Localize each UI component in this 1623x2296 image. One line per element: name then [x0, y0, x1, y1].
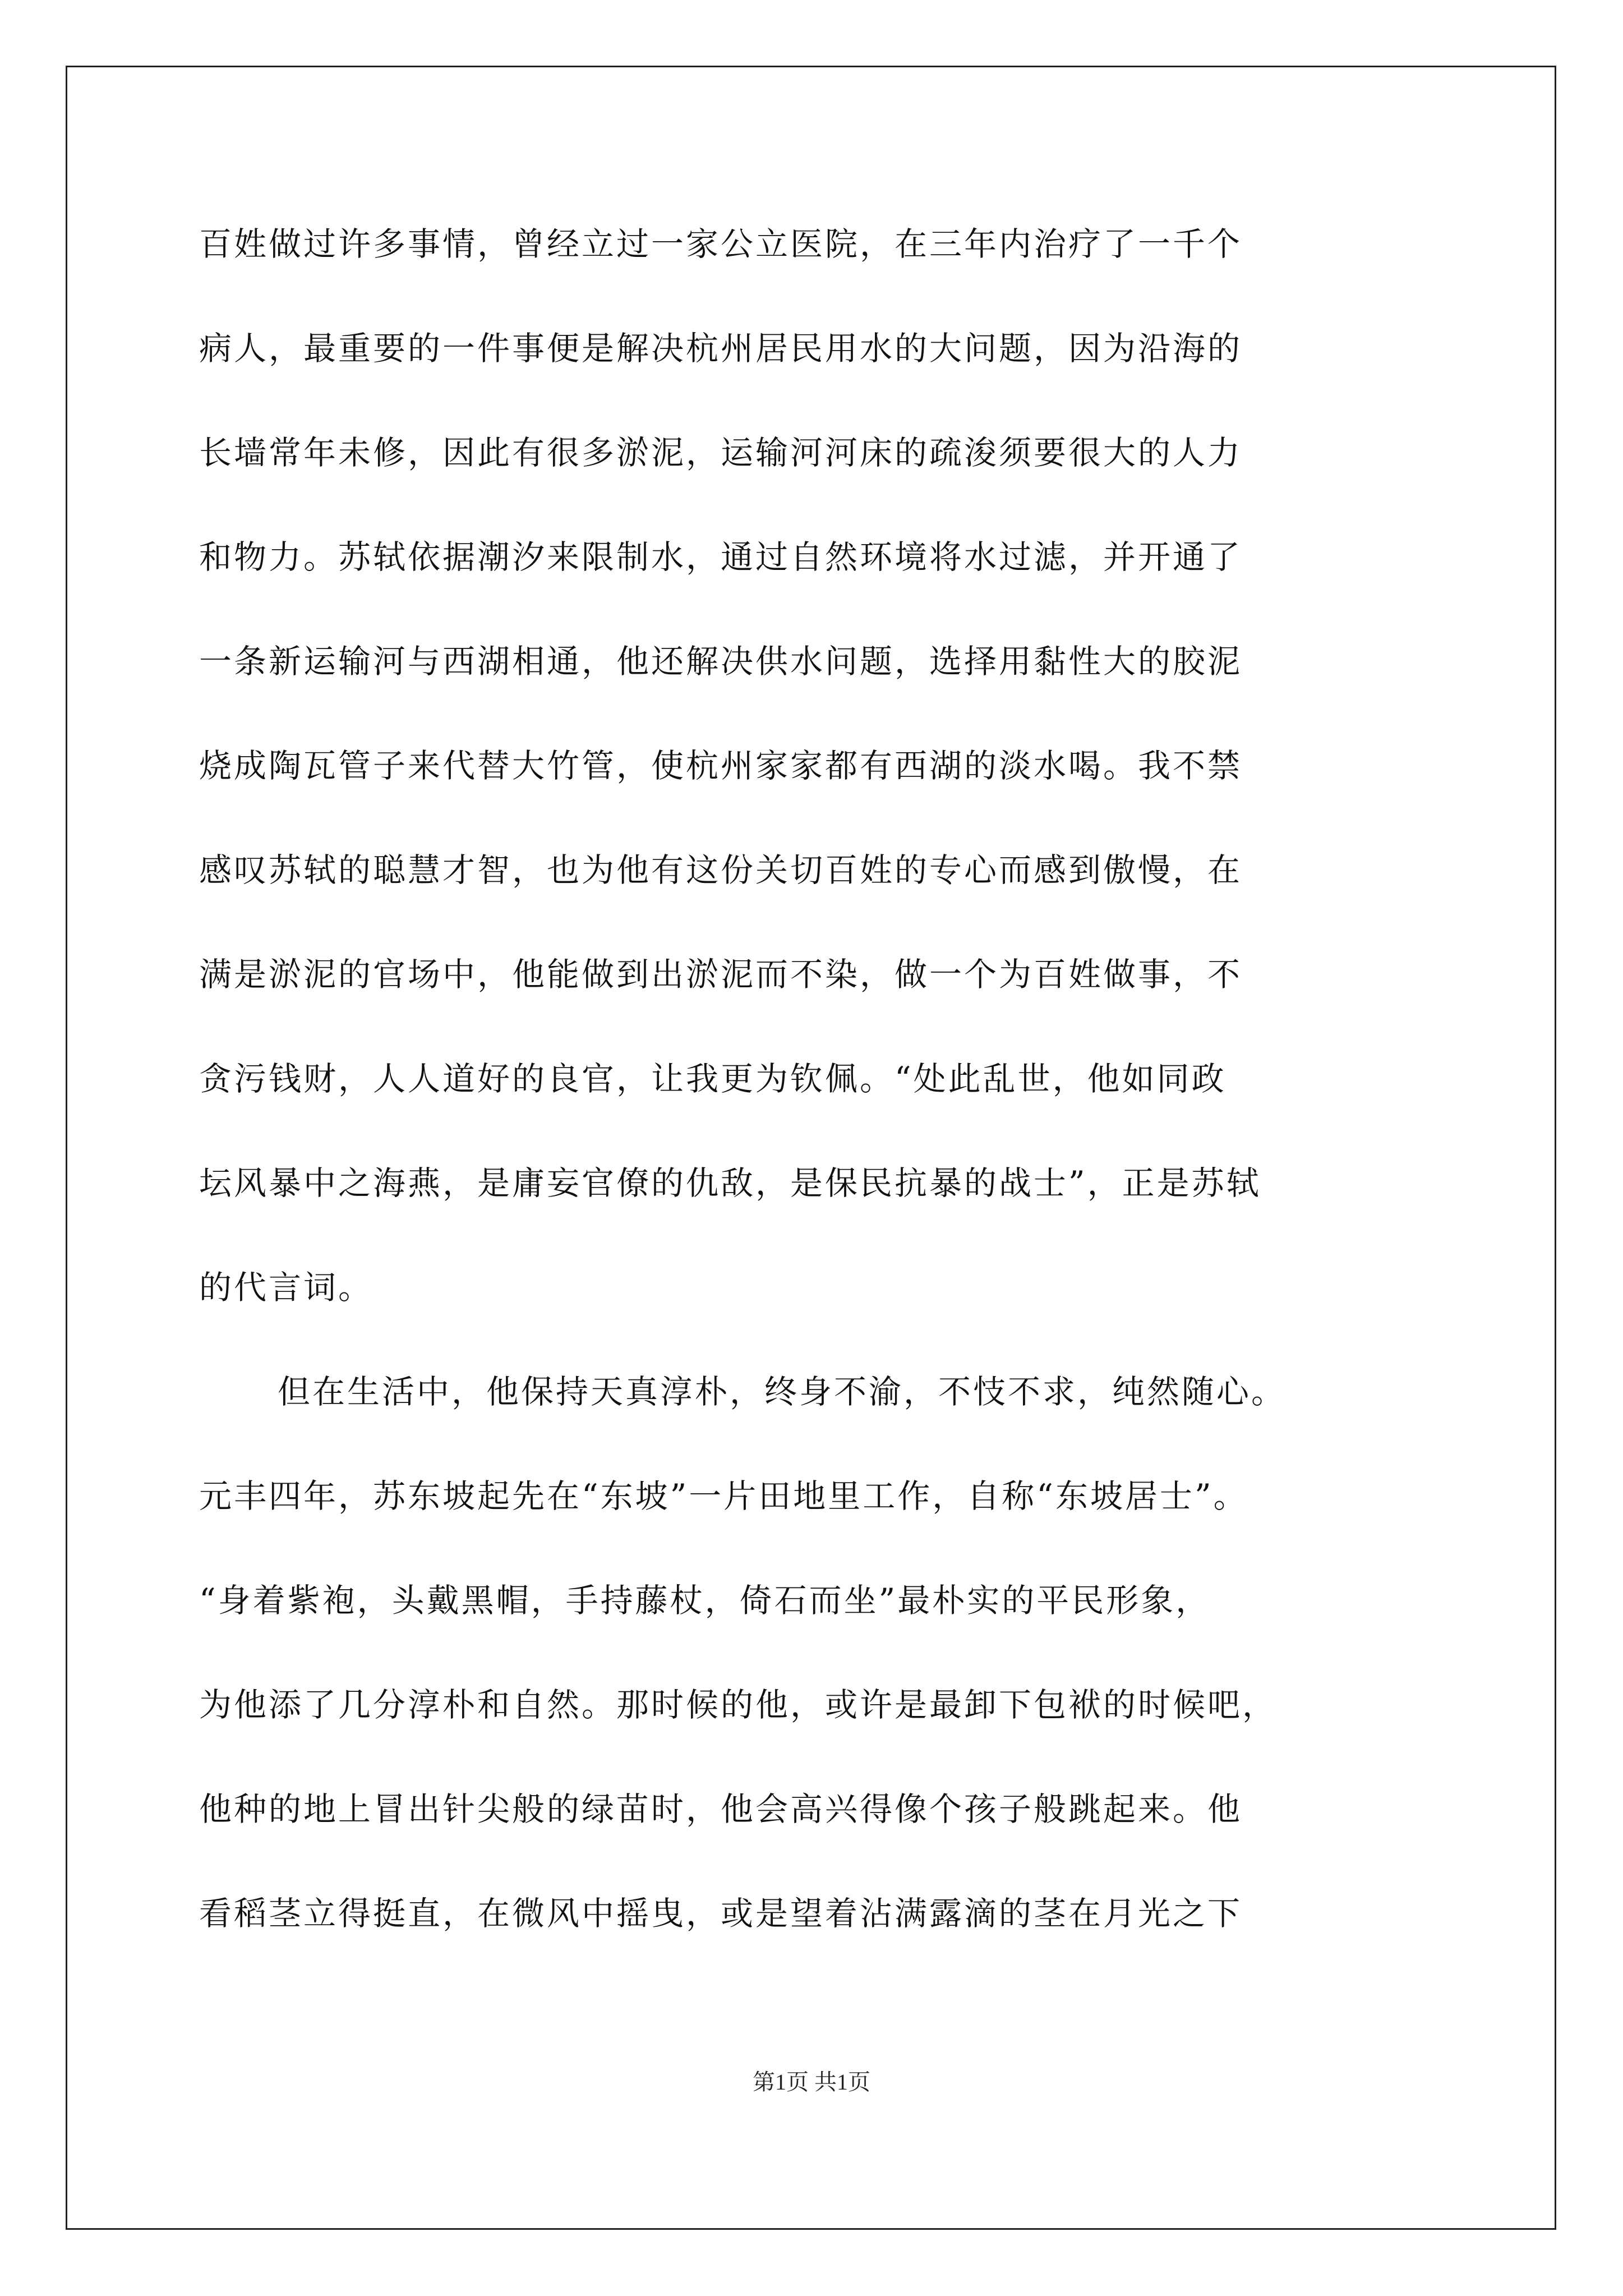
text-line: 病人，最重要的一件事便是解决杭州居民用水的大问题，因为沿海的 — [199, 329, 1243, 367]
text-line: 百姓做过许多事情，曾经立过一家公立医院，在三年内治疗了一千个 — [199, 225, 1243, 263]
paragraph-first-line: 但在生活中，他保持天真淳朴，终身不渝，不忮不求，纯然随心。 — [278, 1373, 1287, 1411]
text-line: 看稻茎立得挺直，在微风中摇曳，或是望着沾满露滴的茎在月光之下 — [199, 1894, 1243, 1932]
text-line: 为他添了几分淳朴和自然。那时候的他，或许是最卸下包袱的时候吧， — [199, 1686, 1278, 1724]
text-line: 烧成陶瓦管子来代替大竹管，使杭州家家都有西湖的淡水喝。我不禁 — [199, 747, 1243, 785]
text-line: 的代言词。 — [199, 1268, 374, 1306]
text-line: 他种的地上冒出针尖般的绿苗时，他会高兴得像个孩子般跳起来。他 — [199, 1790, 1243, 1828]
text-line: 和物力。苏轼依据潮汐来限制水，通过自然环境将水过滤，并开通了 — [199, 538, 1243, 576]
text-line: 长墙常年未修，因此有很多淤泥，运输河河床的疏浚须要很大的人力 — [199, 434, 1243, 472]
text-line: 坛风暴中之海燕，是庸妄官僚的仇敌，是保民抗暴的战士”，正是苏轼 — [199, 1164, 1261, 1202]
text-line: 一条新运输河与西湖相通，他还解决供水问题，选择用黏性大的胶泥 — [199, 642, 1243, 680]
text-line: 感叹苏轼的聪慧才智，也为他有这份关切百姓的专心而感到傲慢，在 — [199, 851, 1243, 889]
text-line: 元丰四年，苏东坡起先在“东坡”一片田地里工作，自称“东坡居士”。 — [199, 1477, 1248, 1515]
document-body — [199, 219, 1433, 1993]
text-line: 满是淤泥的官场中，他能做到出淤泥而不染，做一个为百姓做事，不 — [199, 955, 1243, 993]
page-footer: 第1页 共1页 — [753, 2069, 870, 2095]
text-line: “身着紫袍，头戴黑帽，手持藤杖，倚石而坐”最朴实的平民形象， — [199, 1581, 1211, 1619]
text-line: 贪污钱财，人人道好的良官，让我更为钦佩。“处此乱世，他如同政 — [199, 1060, 1227, 1098]
